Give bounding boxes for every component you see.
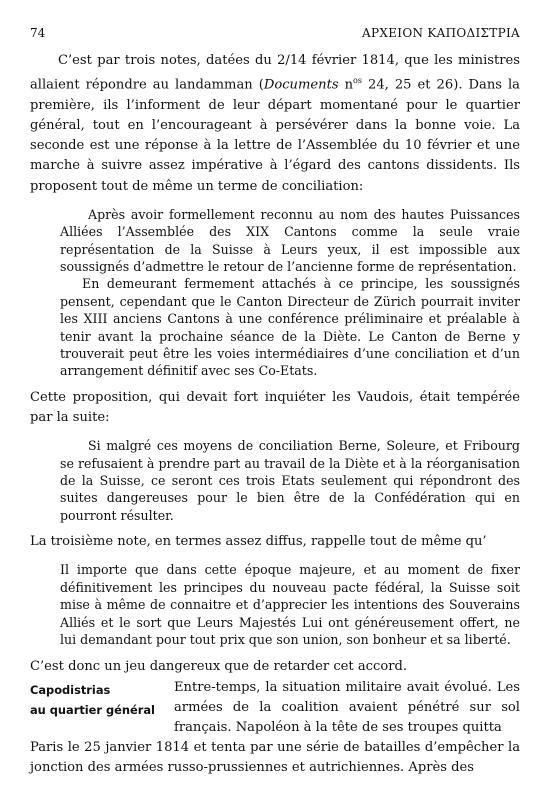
- margin-heading: [30, 680, 170, 720]
- paragraph-3: La troisième note, en termes assez diffus, rappelle tout de même qu’: [30, 534, 487, 550]
- numero-superscript: os: [353, 76, 362, 86]
- paragraph-1-text-b: n: [338, 77, 354, 93]
- running-title: ΑΡΧΕΙΟΝ ΚΑΠΟΔΙΣΤΡΙΑ: [362, 26, 520, 40]
- quote-1-paragraph-1: Après avoir formellement reconnu au nom des hautes Puissances Alliées l’Assemblée des XIX Cantons comme la seule vraie représentation de la Suisse à Leurs yeux, il est impossible aux soussignés d’admettre le retour de l’ancienne forme de représentation.: [60, 206, 520, 274]
- margin-heading-line-2: au quartier général: [30, 703, 155, 717]
- quote-1-paragraph-2: En demeurant fermement attachés à ce principe, les soussignés pensent, cependant que le Canton Directeur de Zürich pourrait inviter les XIII anciens Cantons à une conférence préliminaire et préalable à tenir avant la prochaine séance de la Diète. Le Canton de Berne y trouverait peut être les voies intermédiaires d’une conciliation et d’un arrangement définitif avec ses Co-Etats.: [60, 276, 520, 379]
- quote-2-paragraph: Si malgré ces moyens de conciliation Berne, Soleure, et Fribourg se refusaient à prendre part au travail de la Diète et à la réorganisation de la Suisse, ce seront ces trois Etats seulement qui répondront des suites dangereuses pour le bien être de la Confédération qui en pourront résulter.: [60, 438, 520, 523]
- block-quote-1: [60, 206, 520, 380]
- paragraph-1-text-c: 24, 25 et 26). Dans la première, ils l’informent de leur départ momentané pour le quartier général, tout en l’encourageant à persévérer dans la bonne voie. La seconde est une réponse à la lettre de l’Assemblée du 10 février et une marche à suivre assez impérative à l’égard des cantons dissidents. Ils proposent tout de même un terme de conciliation:: [30, 77, 520, 194]
- margin-heading-line-1: Capodistrias: [30, 683, 111, 697]
- documents-italic: Documents: [263, 77, 339, 93]
- paragraph-2: Cette proposition, qui devait fort inquiéter les Vaudois, était tempérée par la suite:: [30, 389, 520, 426]
- paragraph-1: [30, 51, 520, 197]
- page-header: [30, 26, 520, 44]
- quote-3-paragraph: Il importe que dans cette époque majeure, et au moment de fixer définitivement les principes du nouveau pacte fédéral, la Suisse soit mise à même de connaitre et d’apprecier les intentions des Souverains Alliés et le sort que Leurs Majestés Lui ont généreusement offert, ne lui demandant pour tout prix que son union, son bonheur et sa liberté.: [60, 562, 520, 648]
- page-body: [30, 51, 520, 677]
- page-number: 74: [30, 26, 46, 40]
- block-quote-3: [60, 561, 520, 648]
- section-continuation-text: Paris le 25 janvier 1814 et tenta par une série de batailles d’empêcher la jonction des armées russo-prussiennes et autrichiennes. Après des: [30, 740, 520, 776]
- paragraph-1-text-a: C’est par trois notes, datées du 2/14 février 1814, que les ministres allaient répondre au landamman (: [30, 53, 520, 93]
- section-opening-text: Entre-temps, la situation militaire avait évolué. Les armées de la coalition avaient pénétré sur sol français. Napoléon à la tête de ses troupes quitta: [174, 680, 520, 736]
- paragraph-4: C’est donc un jeu dangereux que de retarder cet accord.: [30, 658, 408, 674]
- block-quote-2: [60, 437, 520, 524]
